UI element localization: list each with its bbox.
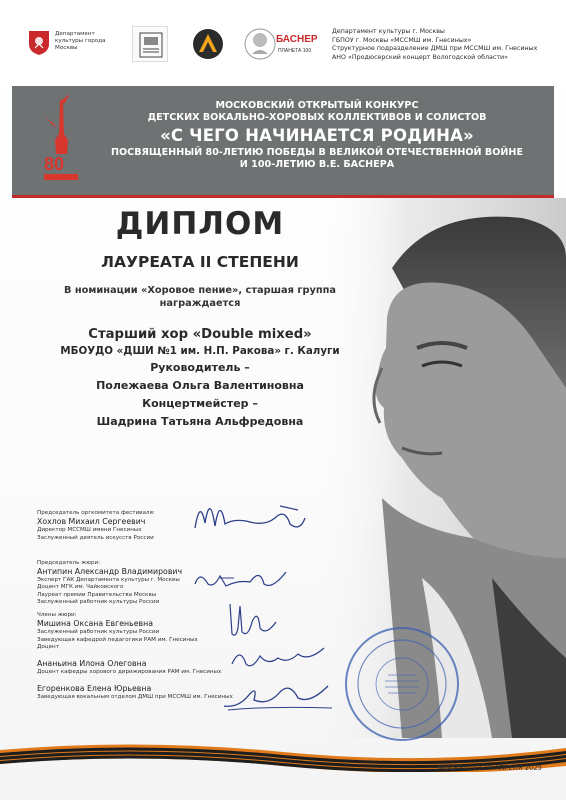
jury-chair-label: Председатель жюри: <box>37 559 101 566</box>
official-stamp-icon <box>343 625 461 743</box>
victory-80-emblem-icon <box>40 94 84 186</box>
contest-dedication-2: И 100-ЛЕТИЮ В.Е. БАСНЕРА <box>239 159 395 170</box>
awardee-block <box>26 326 374 431</box>
committee-chair-label: Председатель оргкомитета фестиваля: <box>37 510 155 516</box>
jury-role: Заведующая кафедрой педагогики РАМ им. Гнесиных <box>37 636 198 643</box>
jury-chair-name: Антипин Александр Владимирович <box>37 567 183 577</box>
signature-member-1 <box>222 598 282 644</box>
jury-member-3-name: Егоренкова Елена Юрьевна <box>37 684 152 694</box>
emblem-80-text: 80 <box>44 154 65 174</box>
school-emblem-icon <box>133 27 169 63</box>
jury-role: Лауреат премии Правительства Москвы <box>37 591 157 598</box>
basner-planet-logo-icon <box>240 24 326 64</box>
gnesin-school-logo <box>132 26 168 62</box>
accompanist-label: Концертмейстер – <box>142 397 258 410</box>
jury-role: Доцент кафедры хорового дирижирования РАМ им. Гнесиных <box>37 669 222 676</box>
jury-role: Заслуженный деятель искусств России <box>37 534 154 541</box>
contest-header <box>12 86 554 198</box>
signature-member-3 <box>218 676 338 716</box>
signature-chair-committee <box>190 488 310 548</box>
jury-role: Директор МССМШ имени Гнесиных <box>37 527 142 534</box>
jury-member-1-name: Мишина Оксана Евгеньевна <box>37 619 153 629</box>
organizer-line: Структурное подразделение ДМШ при МССМШ им. Гнесиных <box>332 45 538 53</box>
basner-wordmark: БАСНЕР <box>276 34 318 45</box>
signature-member-2 <box>228 640 328 674</box>
contest-name: «С ЧЕГО НАЧИНАЕТСЯ РОДИНА» <box>160 126 474 145</box>
music-school-logo-icon <box>190 26 226 62</box>
logo-strip <box>0 0 566 86</box>
diploma-title: ДИПЛОМ <box>115 206 285 242</box>
basner-subtitle: ПЛАНЕТА 100 <box>278 48 312 54</box>
contest-subtitle-1: МОСКОВСКИЙ ОТКРЫТЫЙ КОНКУРС <box>215 100 419 111</box>
organizer-line: ГБПОУ г. Москвы «МССМШ им. Гнесиных» <box>332 36 472 44</box>
jury-member-2-name: Ананьина Илона Олеговна <box>37 659 147 669</box>
leader-name: Полежаева Ольга Валентиновна <box>96 379 304 392</box>
organizer-line: АНО «Продюсерский концерт Вологодской области» <box>332 53 508 61</box>
awardee-school: МБОУДО «ДШИ №1 им. Н.П. Ракова» г. Калуги <box>60 345 340 357</box>
organizer-line: Департамент культуры г. Москвы <box>332 28 445 35</box>
contest-title-block <box>92 100 542 171</box>
jury-role: Эксперт ГАК Департамента культуры г. Москвы <box>37 577 180 584</box>
moscow-coat-of-arms-icon <box>28 30 50 56</box>
signature-chair-jury <box>190 558 290 598</box>
committee-chair-name: Хохлов Михаил Сергеевич <box>37 517 146 527</box>
jury-role: Заведующая вокальным отделом ДМШ при МССМШ им. Гнесиных <box>37 694 233 701</box>
jury-role: Заслуженный работник культуры России <box>37 629 160 636</box>
organizers-list <box>332 28 560 62</box>
nomination-line-1: В номинации «Хоровое пение», старшая группа <box>63 285 337 296</box>
nomination-line-2: награждается <box>159 298 241 309</box>
city-date: МОСКВА, 13-16 АПРЕЛЯ 2025 <box>438 764 542 772</box>
jury-role: Заслуженный работник культуры России <box>37 598 160 605</box>
contest-dedication-1: ПОСВЯЩЕННЫЙ 80-ЛЕТИЮ ПОБЕДЫ В ВЕЛИКОЙ ОТЕЧЕСТВЕННОЙ ВОЙНЕ <box>110 147 524 158</box>
jury-role: Доцент МГК им. Чайковского <box>37 584 124 591</box>
jury-members-label: Члены жюри: <box>37 612 77 619</box>
laureate-degree: ЛАУРЕАТА II СТЕПЕНИ <box>101 253 299 271</box>
jury-role: Доцент <box>37 643 59 650</box>
contest-subtitle-2: ДЕТСКИХ ВОКАЛЬНО-ХОРОВЫХ КОЛЛЕКТИВОВ И СОЛИСТОВ <box>147 112 487 123</box>
accompanist-name: Шадрина Татьяна Альфредовна <box>96 415 304 428</box>
awardee-name: Старший хор «Double mixed» <box>88 327 312 342</box>
nomination-text <box>30 284 370 310</box>
leader-label: Руководитель – <box>150 361 250 374</box>
moscow-dept-label: Департамент культуры города Москвы <box>55 31 106 51</box>
